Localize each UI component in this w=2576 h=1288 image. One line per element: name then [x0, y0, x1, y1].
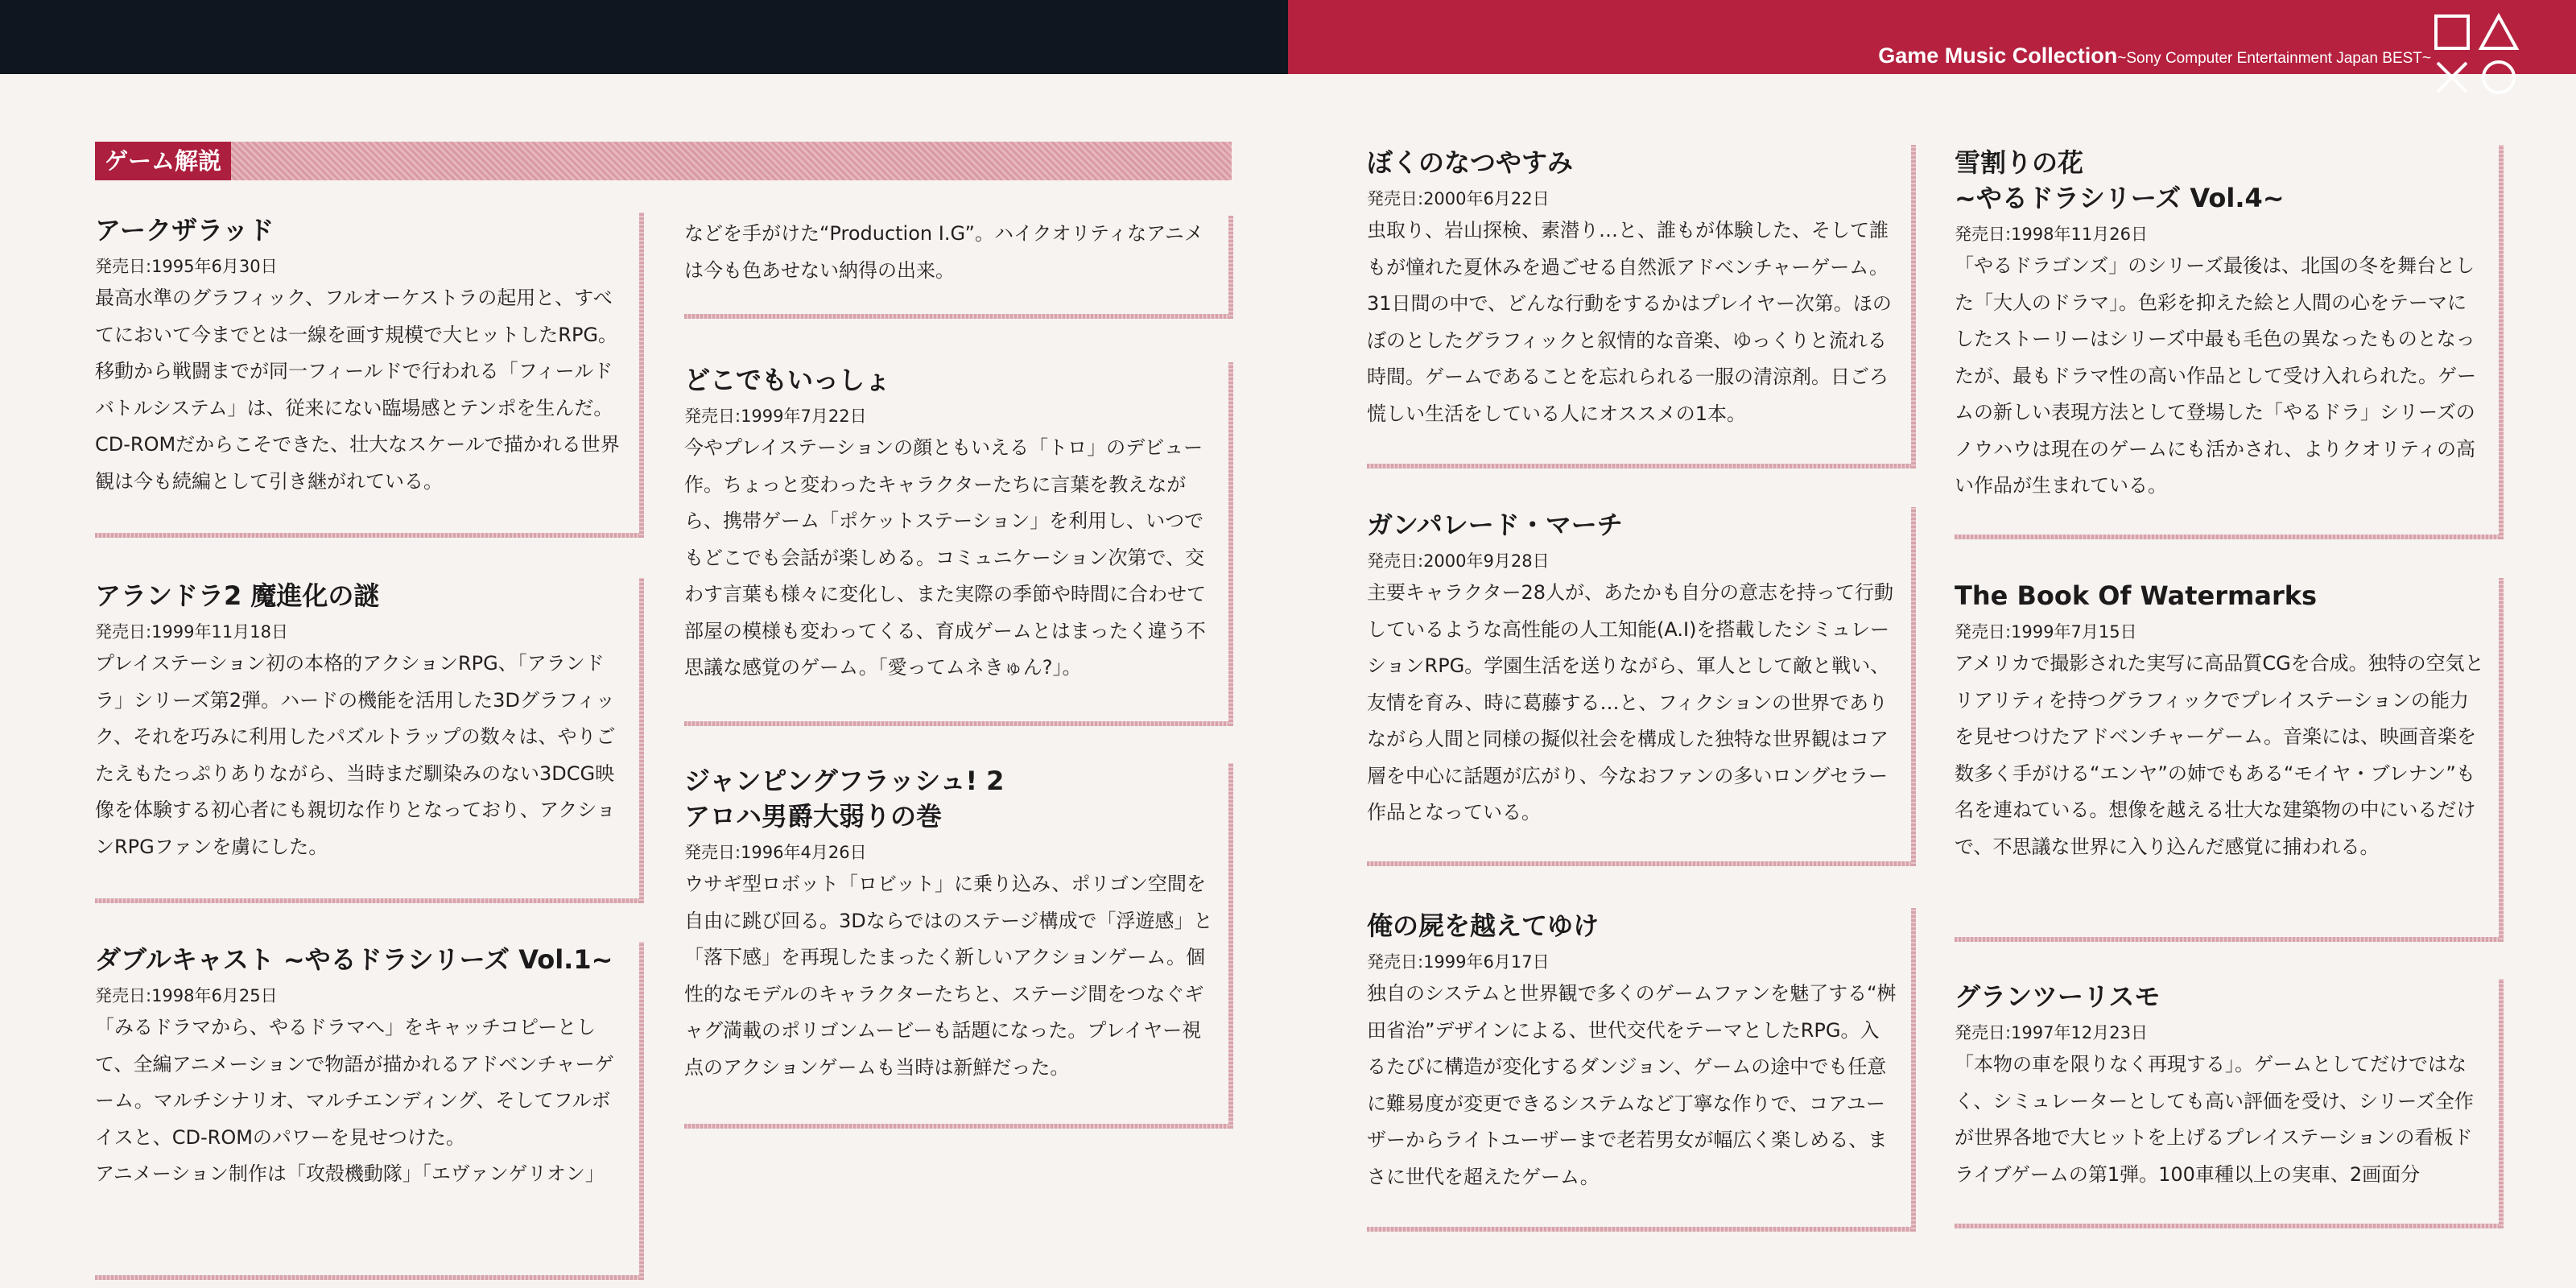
- header-title: [1878, 43, 2431, 68]
- game-entry-ore-no-shikabane: [1367, 908, 1916, 1232]
- game-title: [684, 763, 1214, 834]
- game-title-line: ジャンピングフラッシュ! 2: [684, 766, 1005, 796]
- playstation-shapes-logo: [2431, 11, 2521, 101]
- release-date: 発売日:1995年6月30日: [95, 257, 278, 276]
- game-title: アークザラッド: [95, 215, 275, 246]
- release-date: 発売日:1996年4月26日: [684, 843, 867, 862]
- game-title: アランドラ2 魔進化の謎: [95, 580, 380, 611]
- game-title: 俺の屍を越えてゆけ: [1367, 910, 1600, 941]
- game-description: プレイステーション初の本格的アクションRPG、「アランドラ」シリーズ第2弾。ハードの機能を活用した3Dグラフィック、それを巧みに利用したパズルトラップの数々は、やりごたえもたっぷりありながら、当時まだ馴染みのない3DCG映像を体験する初心者にも親切な作りとなっており、アクションRPGファンを虜にした。: [95, 652, 616, 858]
- game-entry-dokodemo-issyo: [684, 362, 1233, 726]
- game-title: The Book Of Watermarks: [1955, 580, 2318, 611]
- header-dark-band: [0, 0, 1288, 74]
- release-date: 発売日:1998年11月26日: [1955, 225, 2148, 244]
- game-description: 「やるドラゴンズ」のシリーズ最後は、北国の冬を舞台とした「大人のドラマ」。色彩を抑えた絵と人間の心をテーマにしたストーリーはシリーズ中最も毛色の異なったものとなったが、最もドラマ性の高い作品として受け入れられた。ゲームの新しい表現方法として登場した「やるドラ」シリーズのノウハウは現在のゲームにも活かされ、よりクオリティの高い作品が生まれている。: [1955, 254, 2476, 497]
- release-date: 発売日:1999年11月18日: [95, 622, 288, 642]
- game-entry-gran-turismo: [1955, 979, 2504, 1228]
- game-description: アメリカで撮影された実写に高品質CGを合成。独特の空気とリアリティを持つグラフィックでプレイステーションの能力を見せつけたアドベンチャーゲーム。音楽には、映画音楽を数多く手がける“エンヤ”の姉でもある“モイヤ・ブレナン”も名を連ねている。想像を越える壮大な建築物の中にいるだけで、不思議な世界に入り込んだ感覚に捕われる。: [1955, 652, 2484, 858]
- game-entry-book-of-watermarks: [1955, 578, 2504, 942]
- game-subtitle-line: ~やるドラシリーズ Vol.4~: [1955, 183, 2285, 213]
- header-title-main: Game Music Collection: [1878, 43, 2118, 68]
- section-label: ゲーム解説: [95, 142, 231, 180]
- game-title: ぼくのなつやすみ: [1367, 147, 1574, 178]
- game-description: 今やプレイステーションの顔ともいえる「トロ」のデビュー作。ちょっと変わったキャラクターたちに言葉を教えながら、携帯ゲーム「ポケットステーション」を利用し、いつでもどこでも会話が楽しめる。コミュニケーション次第で、交わす言葉も様々に変化し、また実際の季節や時間に合わせて部屋の模様も変わってくる、育成ゲームとはまったく違う不思議な感覚のゲーム。「愛ってムネきゅん?」。: [684, 436, 1206, 679]
- game-entry-double-cast: [95, 942, 644, 1280]
- game-title: どこでもいっしょ: [684, 365, 891, 395]
- game-description: 虫取り、岩山探検、素潜り…と、誰もが体験した、そして誰もが憧れた夏休みを過ごせる自然派アドベンチャーゲーム。31日間の中で、どんな行動をするかはプレイヤー次第。ほのぼのとしたグラフィックと叙情的な音楽、ゆっくりと流れる時間。ゲームであることを忘れられる一服の清涼剤。日ごろ慌しい生活をしている人にオススメの1本。: [1367, 219, 1892, 425]
- game-entry-boku-no-natsuyasumi: [1367, 145, 1916, 469]
- release-date: 発売日:1998年6月25日: [95, 986, 278, 1005]
- game-entry-double-cast-continued: [684, 216, 1233, 319]
- game-subtitle-line: アロハ男爵大弱りの巻: [684, 801, 943, 832]
- game-description: 独自のシステムと世界観で多くのゲームファンを魅了する“桝田省治”デザインによる、世代交代をテーマとしたRPG。入るたびに構造が変化するダンジョン、ゲームの途中でも任意に難易度が変更できるシステムなど丁寧な作りで、コアユーザーからライトユーザーまで老若男女が幅広く楽しめる、まさに世代を超えたゲーム。: [1367, 982, 1897, 1188]
- game-description: 主要キャラクター28人が、あたかも自分の意志を持って行動しているような高性能の人工知能(A.I)を搭載したシミュレーションRPG。学園生活を送りながら、軍人として敵と戦い、友情を育み、時に葛藤する…と、フィクションの世界でありながら人間と同様の擬似社会を構成した独特な世界観はコア層を中心に話題が広がり、今なおファンの多いロングセラー作品となっている。: [1367, 581, 1894, 824]
- game-entry-gunparade-march: [1367, 507, 1916, 866]
- game-entry-arc-the-lad: [95, 213, 644, 538]
- release-date: 発売日:1999年7月22日: [684, 407, 867, 426]
- release-date: 発売日:2000年6月22日: [1367, 189, 1550, 208]
- game-description: 「みるドラマから、やるドラマへ」をキャッチコピーとして、全編アニメーションで物語が描かれるアドベンチャーゲーム。マルチシナリオ、マルチエンディング、そしてフルボイスと、CD-ROMのパワーを見せつけた。: [95, 1016, 614, 1149]
- game-entry-alundra-2: [95, 578, 644, 903]
- game-description: 最高水準のグラフィック、フルオーケストラの起用と、すべてにおいて今までとは一線を画す規模で大ヒットしたRPG。移動から戦闘までが同一フィールドで行われる「フィールドバトルシステム」は、従来にない臨場感とテンポを生んだ。CD-ROMだからこそできた、壮大なスケールで描かれる世界観は今も続編として引き継がれている。: [95, 287, 620, 493]
- game-title-line: 雪割りの花: [1955, 147, 2084, 178]
- game-title: ダブルキャスト ~やるドラシリーズ Vol.1~: [95, 944, 613, 975]
- release-date: 発売日:1999年6月17日: [1367, 952, 1550, 972]
- section-label-bar: [95, 142, 1232, 180]
- game-entry-yukiwari-no-hana: [1955, 145, 2504, 539]
- game-description: 「本物の車を限りなく再現する」。ゲームとしてだけではなく、シミュレーターとしても高い評価を受け、シリーズ全作が世界各地で大ヒットを上げるプレイステーションの看板ドライブゲームの第1弾。100車種以上の実車、2画面分: [1955, 1053, 2474, 1186]
- game-title: [1955, 145, 2484, 216]
- game-title: ガンパレード・マーチ: [1367, 510, 1623, 540]
- release-date: 発売日:1999年7月15日: [1955, 622, 2137, 642]
- game-description-continued: アニメーション制作は「攻殻機動隊」「エヴァンゲリオン」: [95, 1162, 605, 1185]
- release-date: 発売日:2000年9月28日: [1367, 551, 1550, 571]
- release-date: 発売日:1997年12月23日: [1955, 1023, 2148, 1042]
- game-entry-jumping-flash-2: [684, 763, 1233, 1129]
- game-title: グランツーリスモ: [1955, 981, 2161, 1012]
- header-subtitle: ~Sony Computer Entertainment Japan BEST~: [2117, 50, 2431, 67]
- game-description: ウサギ型ロボット「ロビット」に乗り込み、ポリゴン空間を自由に跳び回る。3Dならではのステージ構成で「浮遊感」と「落下感」を再現したまったく新しいアクションゲーム。個性的なモデルのキャラクターたちと、ステージ間をつなぐギャグ満載のポリゴンムービーも話題になった。プレイヤー視点のアクションゲームも当時は新鮮だった。: [684, 873, 1213, 1079]
- game-description-continued: などを手がけた“Production I.G”。ハイクオリティなアニメは今も色あせない納得の出来。: [684, 222, 1203, 282]
